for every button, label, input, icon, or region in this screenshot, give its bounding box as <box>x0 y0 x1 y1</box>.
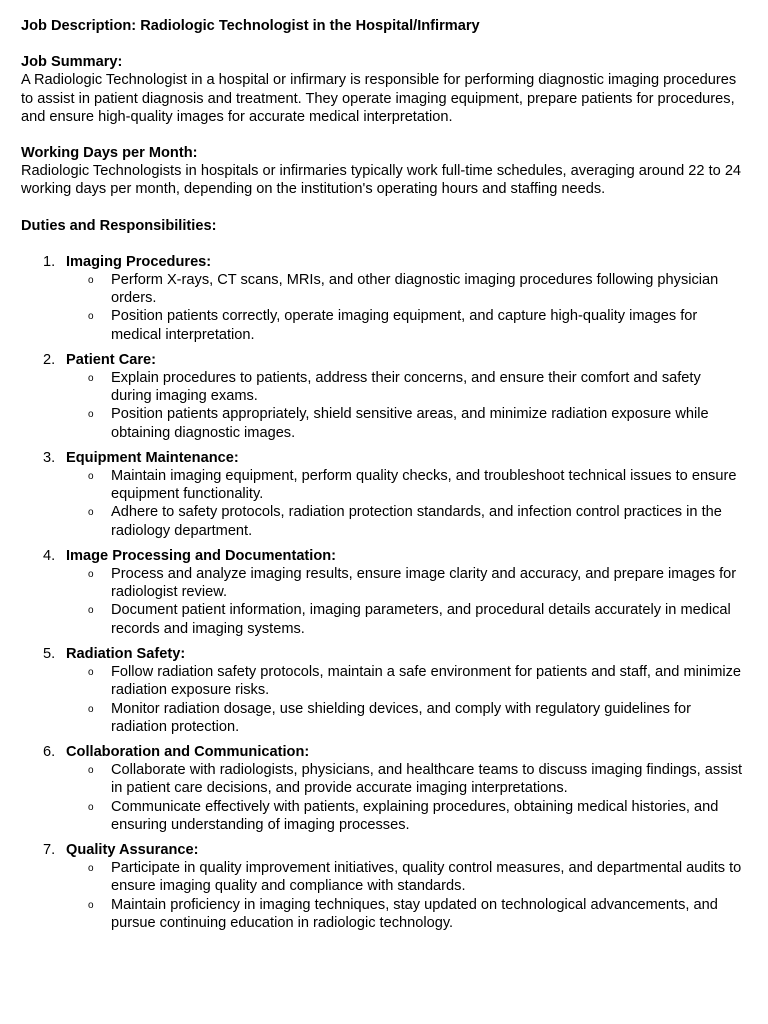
duty-item <box>21 351 744 442</box>
duty-title: Radiation Safety: <box>66 645 186 662</box>
job-summary-text: A Radiologic Technologist in a hospital or infirmary is responsible for performing diagnostic imaging procedures to assist in patient diagnosis and treatment. They operate imaging equipment, prepare patients for procedures, and ensure high-quality images for accurate medical interpretation. <box>21 72 737 125</box>
duty-number: 5. <box>43 645 56 662</box>
duty-sub-text: Communicate effectively with patients, explaining procedures, obtaining medical histories, and ensuring understanding of imaging processes. <box>111 798 719 833</box>
duty-sub-list <box>66 467 744 540</box>
duty-item <box>21 547 744 638</box>
circle-bullet-icon: o <box>88 899 94 911</box>
circle-bullet-icon: o <box>88 863 94 875</box>
duty-sub-item <box>66 761 744 797</box>
duty-sub-list <box>66 761 744 834</box>
duty-sub-text: Perform X-rays, CT scans, MRIs, and other diagnostic imaging procedures following physician orders. <box>111 272 719 307</box>
duty-sub-text: Document patient information, imaging parameters, and procedural details accurately in medical records and imaging systems. <box>111 602 731 637</box>
duty-sub-item <box>66 271 744 307</box>
duty-number: 6. <box>43 743 56 760</box>
duty-sub-list <box>66 859 744 932</box>
duty-sub-text: Process and analyze imaging results, ensure image clarity and accuracy, and prepare images for radiologist review. <box>111 566 737 601</box>
duty-number: 3. <box>43 449 56 466</box>
duty-sub-item <box>66 601 744 637</box>
duties-heading: Duties and Responsibilities: <box>21 217 217 234</box>
duty-number: 1. <box>43 253 56 270</box>
duty-sub-text: Collaborate with radiologists, physicians, and healthcare teams to discuss imaging findings, assist in patient care decisions, and provide accurate imaging interpretations. <box>111 762 743 797</box>
duty-title: Equipment Maintenance: <box>66 449 239 466</box>
working-days-heading: Working Days per Month: <box>21 145 198 162</box>
duty-sub-list <box>66 271 744 344</box>
duty-title: Quality Assurance: <box>66 841 199 858</box>
job-summary-section <box>21 53 744 126</box>
job-summary-heading: Job Summary: <box>21 54 123 71</box>
circle-bullet-icon: o <box>88 471 94 483</box>
page-title: Job Description: Radiologic Technologist in the Hospital/Infirmary <box>21 18 480 34</box>
duties-list <box>21 253 744 932</box>
circle-bullet-icon: o <box>88 275 94 287</box>
duty-sub-list <box>66 663 744 736</box>
duty-sub-text: Follow radiation safety protocols, maintain a safe environment for patients and staff, and minimize radiation exposure risks. <box>111 664 742 699</box>
circle-bullet-icon: o <box>88 569 94 581</box>
duty-sub-item <box>66 307 744 343</box>
duty-sub-text: Position patients correctly, operate imaging equipment, and capture high-quality images for medical interpretation. <box>111 308 698 343</box>
duties-section <box>21 217 744 932</box>
duty-item <box>21 253 744 344</box>
duty-sub-item <box>66 503 744 539</box>
duty-title: Imaging Procedures: <box>66 253 212 270</box>
duty-sub-item <box>66 700 744 736</box>
duty-sub-text: Position patients appropriately, shield sensitive areas, and minimize radiation exposure while obtaining diagnostic images. <box>111 406 709 441</box>
duty-sub-item <box>66 405 744 441</box>
duty-sub-text: Maintain proficiency in imaging techniques, stay updated on technological advancements, and pursue continuing education in radiologic technology. <box>111 896 718 931</box>
duty-sub-text: Adhere to safety protocols, radiation protection standards, and infection control practices in the radiology department. <box>111 504 722 539</box>
duty-item <box>21 841 744 932</box>
duty-title: Patient Care: <box>66 351 157 368</box>
duty-sub-list <box>66 565 744 638</box>
duty-sub-item <box>66 798 744 834</box>
circle-bullet-icon: o <box>88 765 94 777</box>
circle-bullet-icon: o <box>88 373 94 385</box>
duty-title: Image Processing and Documentation: <box>66 547 337 564</box>
circle-bullet-icon: o <box>88 409 94 421</box>
duty-title: Collaboration and Communication: <box>66 743 310 760</box>
duty-sub-item <box>66 896 744 932</box>
circle-bullet-icon: o <box>88 703 94 715</box>
circle-bullet-icon: o <box>88 801 94 813</box>
duty-item <box>21 645 744 736</box>
duty-sub-text: Participate in quality improvement initiatives, quality control measures, and departmental audits to ensure imaging quality and compliance with standards. <box>111 860 742 895</box>
duty-number: 2. <box>43 351 56 368</box>
duty-sub-item <box>66 369 744 405</box>
circle-bullet-icon: o <box>88 507 94 519</box>
duty-number: 7. <box>43 841 56 858</box>
working-days-text: Radiologic Technologists in hospitals or infirmaries typically work full-time schedules, averaging around 22 to 24 working days per month, depending on the institution's operating hours and staffing needs. <box>21 163 742 198</box>
duty-item <box>21 743 744 834</box>
duty-sub-list <box>66 369 744 442</box>
duty-sub-item <box>66 663 744 699</box>
duty-item <box>21 449 744 540</box>
duty-sub-text: Explain procedures to patients, address their concerns, and ensure their comfort and safety during imaging exams. <box>111 370 701 405</box>
duty-sub-item <box>66 467 744 503</box>
duty-sub-text: Maintain imaging equipment, perform quality checks, and troubleshoot technical issues to ensure equipment functionality. <box>111 468 737 503</box>
duty-sub-item <box>66 859 744 895</box>
duty-sub-text: Monitor radiation dosage, use shielding devices, and comply with regulatory guidelines for radiation protection. <box>111 700 692 735</box>
circle-bullet-icon: o <box>88 667 94 679</box>
working-days-section <box>21 144 744 199</box>
circle-bullet-icon: o <box>88 605 94 617</box>
duty-number: 4. <box>43 547 56 564</box>
circle-bullet-icon: o <box>88 311 94 323</box>
duty-sub-item <box>66 565 744 601</box>
